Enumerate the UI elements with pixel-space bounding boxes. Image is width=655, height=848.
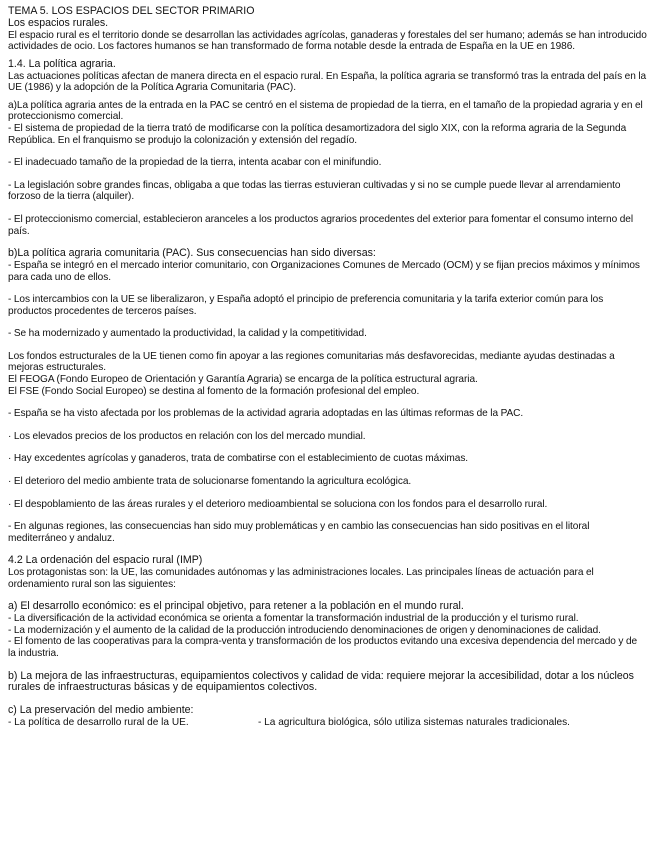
- section-intro-4-2: Los protagonistas son: la UE, las comunidades autónomas y las administraciones locales. Las principales líneas de actuación para el ordenamiento rural son las siguientes:: [8, 567, 594, 590]
- paragraph: Los fondos estructurales de la UE tienen como fin apoyar a las regiones comunitarias más desfavorecidas, mediante ayudas destinadas a mejoras estructurales.: [8, 350, 615, 374]
- spacer: [8, 510, 647, 521]
- paragraph: · Los elevados precios de los productos en relación con los del mercado mundial.: [8, 430, 366, 442]
- spacer: [8, 397, 647, 408]
- spacer: [8, 146, 647, 157]
- paragraph: El FSE (Fondo Social Europeo) se destina al fomento de la formación profesional del empleo.: [8, 385, 420, 397]
- column-right-text: - La agricultura biológica, sólo utiliza sistemas naturales tradicionales.: [258, 716, 570, 728]
- paragraph: - El inadecuado tamaño de la propiedad de la tierra, intenta acabar con el minifundio.: [8, 157, 382, 169]
- paragraph: El FEOGA (Fondo Europeo de Orientación y Garantía Agraria) se encarga de la política estructural agraria.: [8, 374, 478, 386]
- spacer: [8, 340, 647, 351]
- line-heading-c: c) La preservación del medio ambiente:: [8, 704, 194, 717]
- paragraph: - España se ha visto afectada por los problemas de la actividad agraria adoptadas en las últimas reformas de la PAC.: [8, 408, 524, 420]
- paragraph: - La diversificación de la actividad económica se orienta a fomentar la transformación industrial de la producción y el turismo rural.: [8, 613, 579, 625]
- spacer: [8, 488, 647, 499]
- spacer: [8, 169, 647, 180]
- section-heading-1-4: 1.4. La política agraria.: [8, 57, 116, 70]
- section-intro-1-4: Las actuaciones políticas afectan de manera directa en el espacio rural. En España, la política agraria se transformó tras la entrada del país en la UE (1986) y la adopción de la Política Agraria Comunitaria (PAC).: [8, 70, 647, 94]
- paragraph: · Hay excedentes agrícolas y ganaderos, trata de combatirse con el establecimiento de cuotas máximas.: [8, 453, 469, 465]
- column-left-text: - La política de desarrollo rural de la UE.: [8, 716, 189, 728]
- two-column-row: [8, 717, 647, 729]
- paragraph: - El sistema de propiedad de la tierra trató de modificarse con la política desamortizadora del siglo XIX, con la reforma agraria de la Segunda República. En el franquismo se produjo la colonización y extensión del regadío.: [8, 122, 627, 146]
- paragraph: - Los intercambios con la UE se liberalizaron, y España adoptó el principio de preferencia comunitaria y la tarifa exterior común para los productos procedentes de terceros países.: [8, 294, 604, 317]
- section-heading-4-2: 4.2 La ordenación del espacio rural (IMP): [8, 554, 203, 567]
- spacer: [8, 283, 647, 294]
- paragraph: - El proteccionismo comercial, establecieron aranceles a los productos agrarios procedentes del exterior para fomentar el consumo interno del país.: [8, 213, 634, 237]
- subsection-heading-b: b)La política agraria comunitaria (PAC). Sus consecuencias han sido diversas:: [8, 247, 376, 260]
- document-subtitle: Los espacios rurales.: [8, 16, 109, 29]
- paragraph: · El despoblamiento de las áreas rurales y el deterioro medioambiental se soluciona con los fondos para el desarrollo rural.: [8, 498, 548, 510]
- document-title: TEMA 5. LOS ESPACIOS DEL SECTOR PRIMARIO: [8, 5, 255, 17]
- spacer: [8, 660, 647, 671]
- spacer: [8, 442, 647, 453]
- subsection-heading-a: a)La política agraria antes de la entrada en la PAC se centró en el sistema de propiedad de la tierra, en el tamaño de la propiedad agraria y en el proteccionismo comercial.: [8, 99, 643, 123]
- paragraph: - El fomento de las cooperativas para la compra-venta y transformación de los productos evitando una excesiva dependencia del mercado y de la industria.: [8, 636, 638, 659]
- paragraph: · El deterioro del medio ambiente trata de solucionarse fomentando la agricultura ecológica.: [8, 476, 412, 488]
- paragraph: - La modernización y el aumento de la calidad de la producción introduciendo denominaciones de origen y denominaciones de calidad.: [8, 624, 601, 636]
- paragraph: - Se ha modernizado y aumentado la productividad, la calidad y la competitividad.: [8, 328, 367, 340]
- spacer: [8, 317, 647, 328]
- spacer: [8, 465, 647, 476]
- document-page: [8, 6, 647, 729]
- paragraph: - España se integró en el mercado interior comunitario, con Organizaciones Comunes de Mercado (OCM) y se fijan precios máximos y mínimos para cada uno de ellos.: [8, 259, 640, 283]
- intro-paragraph: El espacio rural es el territorio donde se desarrollan las actividades agrícolas, ganaderas y forestales del ser humano; además se han introducido actividades de ocio. Los factores humanos se han transformado de forma notable desde la entrada de España en la UE en 1986.: [8, 29, 647, 53]
- spacer: [8, 420, 647, 431]
- line-heading-b: b) La mejora de las infraestructuras, equipamientos colectivos y calidad de vida: requiere mejorar la accesibilidad, dotar a los núcleos rurales de infraestructuras básicas y de equipamientos colectivos.: [8, 669, 634, 694]
- paragraph: - En algunas regiones, las consecuencias han sido muy problemáticas y en cambio las consecuencias han sido positivas en el litoral mediterráneo y andaluz.: [8, 521, 590, 544]
- spacer: [8, 203, 647, 214]
- line-heading-a: a) El desarrollo económico: es el principal objetivo, para retener a la población en el mundo rural.: [8, 600, 464, 613]
- paragraph: - La legislación sobre grandes fincas, obligaba a que todas las tierras estuvieran cultivadas y si no se cumple puede llevar al arrendamiento forzoso de la tierra (alquiler).: [8, 179, 621, 203]
